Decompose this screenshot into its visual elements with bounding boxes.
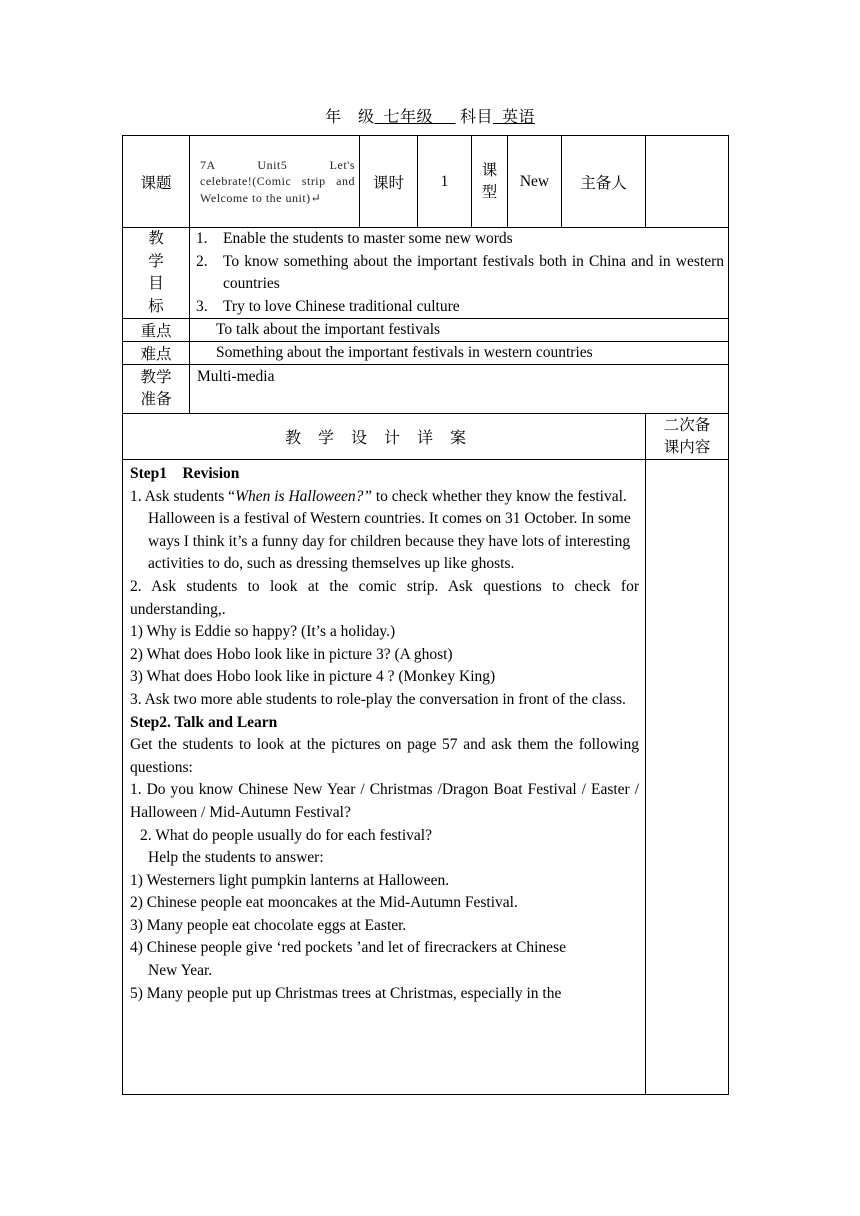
- period-label: 课时: [360, 136, 418, 228]
- step2-question-1: 1. Do you know Chinese New Year / Christmas /Dragon Boat Festival / Easter / Halloween / Mid-Autumn Festival?: [130, 781, 639, 821]
- design-heading: 教学设计详案: [123, 414, 646, 460]
- type-value: New: [508, 136, 562, 228]
- key-point-label: 重点: [123, 319, 190, 342]
- comic-question-1: 1) Why is Eddie so happy? (It’s a holiday.): [130, 623, 396, 641]
- preparation-row: [123, 365, 729, 414]
- objectives-label: 教 学 目 标: [123, 228, 190, 319]
- step2-answer-3: 3) Many people eat chocolate eggs at Easter.: [130, 916, 407, 934]
- type-label: 课型: [472, 136, 508, 228]
- step1-item-2: 2. Ask students to look at the comic strip. Ask questions to check for understanding,.: [130, 577, 639, 618]
- step2-intro: Get the students to look at the pictures on page 57 and ask them the following questions:: [130, 736, 639, 776]
- second-prep-heading: 二次备 课内容: [646, 414, 729, 460]
- key-point-text: To talk about the important festivals: [190, 319, 729, 342]
- grade-value: 七年级: [383, 109, 433, 126]
- header-line: [0, 104, 860, 127]
- info-row: [123, 136, 729, 228]
- difficult-point-text: Something about the important festivals in western countries: [190, 342, 729, 365]
- objective-item: 3. Try to love Chinese traditional culture: [196, 297, 460, 315]
- design-header-row: [123, 414, 729, 460]
- objectives-row: [123, 228, 729, 319]
- design-content-row: [123, 460, 729, 1095]
- difficult-point-label: 难点: [123, 342, 190, 365]
- subject-value: 英语: [502, 109, 536, 126]
- preparer-label: 主备人: [562, 136, 646, 228]
- key-point-row: [123, 319, 729, 342]
- objective-item: 1. Enable the students to master some new words: [196, 230, 513, 247]
- topic-value: 7A Unit5 Let's celebrate!(Comic strip and Welcome to the unit)↵: [190, 136, 360, 228]
- design-content: [123, 460, 646, 1095]
- preparation-label: 教学 准备: [123, 365, 190, 414]
- halloween-paragraph-1: Halloween is a festival of Western countries. It comes on 31 October. In some: [148, 510, 631, 528]
- preparation-text: Multi-media: [190, 365, 729, 414]
- difficult-point-row: [123, 342, 729, 365]
- subject-label: 科目: [460, 109, 494, 126]
- step2-answer-4: 4) Chinese people give ‘red pockets ’and let of firecrackers at Chinese: [130, 939, 566, 957]
- step2-title: Step2. Talk and Learn: [130, 713, 278, 731]
- step1-item-3: 3. Ask two more able students to role-play the conversation in front of the class.: [130, 690, 626, 708]
- objective-item: 2. To know something about the important festivals both in China and in western countries: [196, 252, 724, 292]
- step2-answer-4-cont: New Year.: [148, 962, 213, 980]
- lesson-plan-table: [122, 135, 729, 1095]
- step2-answer-2: 2) Chinese people eat mooncakes at the Mid-Autumn Festival.: [130, 894, 518, 912]
- grade-label: 年 级: [324, 109, 375, 126]
- halloween-paragraph-3: activities to do, such as dressing themselves up like ghosts.: [148, 555, 515, 573]
- objectives-list: [190, 228, 729, 319]
- step2-answer-5: 5) Many people put up Christmas trees at Christmas, especially in the: [130, 984, 562, 1002]
- second-prep-content: [646, 460, 729, 1095]
- step2-question-2: 2. What do people usually do for each festival?: [140, 826, 432, 844]
- preparer-value: [646, 136, 729, 228]
- period-value: 1: [418, 136, 472, 228]
- comic-question-3: 3) What does Hobo look like in picture 4 ? (Monkey King): [130, 668, 496, 686]
- step1-item-1: 1. Ask students “When is Halloween?” to check whether they know the festival.: [130, 487, 627, 505]
- step2-answer-1: 1) Westerners light pumpkin lanterns at Halloween.: [130, 871, 450, 889]
- halloween-paragraph-2: ways I think it’s a funny day for children because they have lots of interesting: [148, 532, 631, 550]
- step2-help: Help the students to answer:: [148, 849, 324, 867]
- comic-question-2: 2) What does Hobo look like in picture 3? (A ghost): [130, 645, 453, 663]
- topic-label: 课题: [123, 136, 190, 228]
- step1-title: Step1 Revision: [130, 465, 240, 482]
